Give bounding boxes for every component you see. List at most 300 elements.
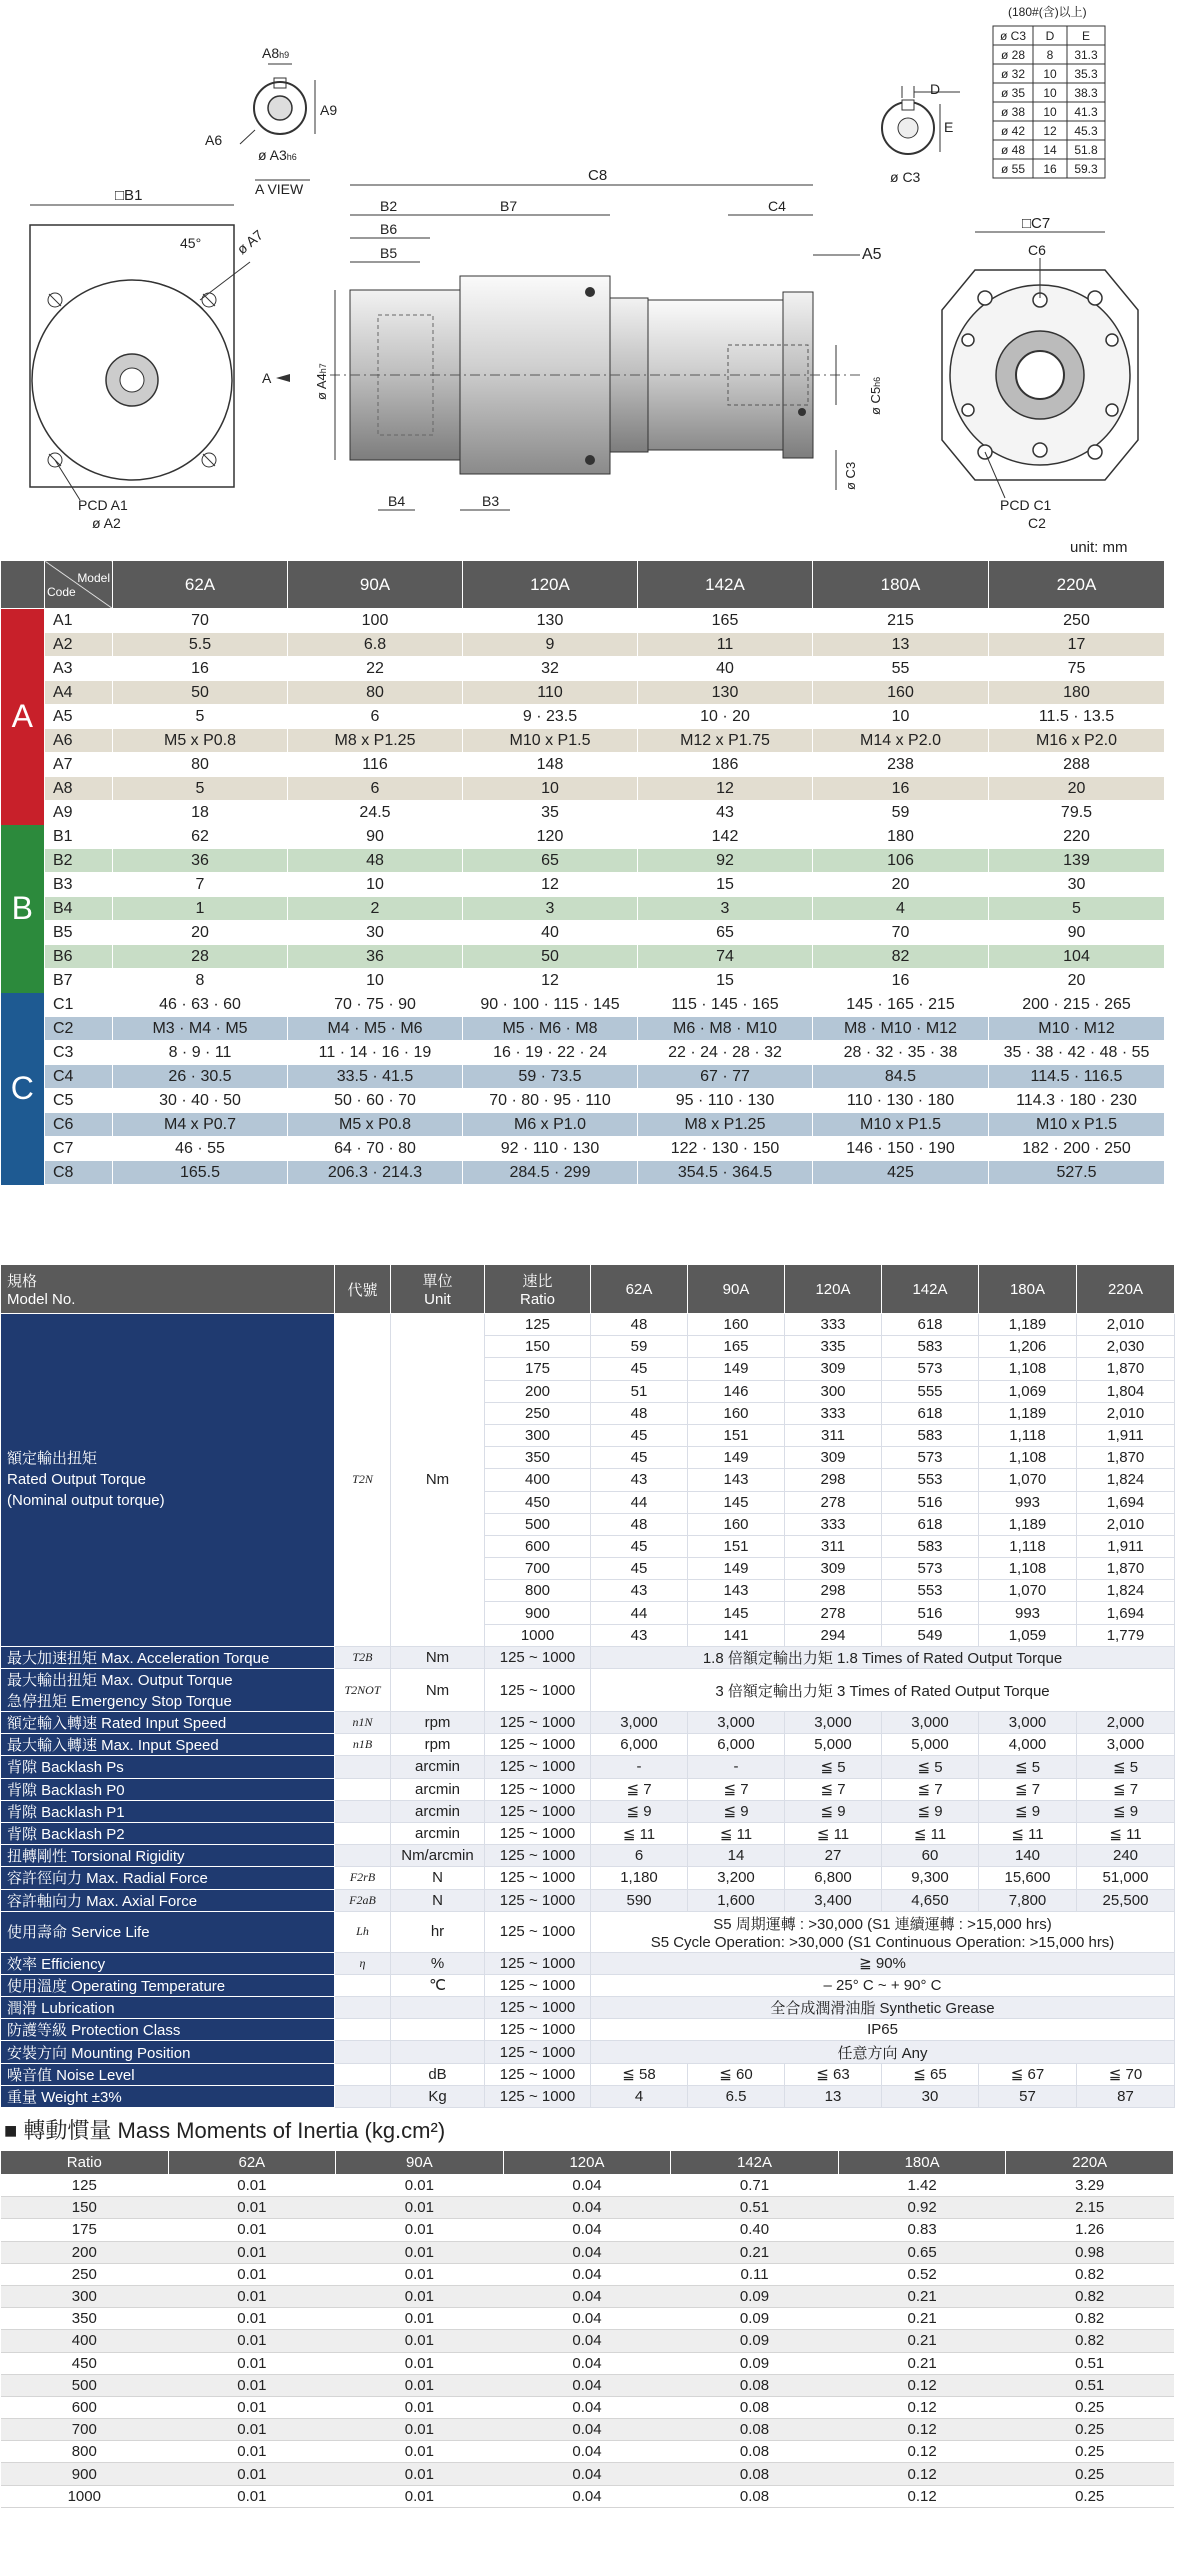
inertia-ratio: 200 (1, 2241, 169, 2263)
dim-value: 186 (638, 753, 813, 777)
c2-label: C2 (1028, 515, 1046, 531)
dim-value: 148 (463, 753, 638, 777)
spec-value: 5,000 (882, 1734, 979, 1756)
spec-unit: dB (391, 2063, 485, 2085)
spec-unit: Kg (391, 2085, 485, 2107)
torque-value: 309 (785, 1358, 882, 1380)
inertia-value: 0.12 (838, 2419, 1006, 2441)
dim-value: M6 x P1.0 (463, 1113, 638, 1137)
dim-model-header: 90A (288, 561, 463, 609)
inertia-ratio: 600 (1, 2396, 169, 2418)
dim-value: 8 (113, 969, 288, 993)
spec-value: 4 (591, 2085, 688, 2107)
spec-value: ≦ 5 (979, 1756, 1077, 1778)
dim-value: 139 (989, 849, 1165, 873)
unit-label: unit: mm (1070, 539, 1128, 556)
key-table-cell: ø 42 (1000, 124, 1026, 138)
inertia-title: ■ 轉動慣量 Mass Moments of Inertia (kg.cm²) (4, 2118, 446, 2143)
spec-value: 1,180 (591, 1867, 688, 1889)
dim-value: M6 · M8 · M10 (638, 1017, 813, 1041)
a6-label: A6 (205, 132, 223, 148)
dim-value: 12 (463, 873, 638, 897)
dim-value: 180 (989, 681, 1165, 705)
torque-value: 553 (882, 1469, 979, 1491)
inertia-value: 0.82 (1006, 2308, 1174, 2330)
dim-value: 11.5 · 13.5 (989, 705, 1165, 729)
dim-value: 16 (813, 969, 989, 993)
inertia-value: 0.01 (336, 2463, 504, 2485)
dim-value: 165 (638, 609, 813, 633)
spec-ratio: 125 ~ 1000 (485, 1822, 591, 1844)
a-arrow-label: A (262, 370, 272, 386)
dim-value: 527.5 (989, 1161, 1165, 1185)
dim-value: M5 · M6 · M8 (463, 1017, 638, 1041)
spec-name-line: 背隙 Backlash P1 (7, 1803, 125, 1821)
torque-value: 45 (591, 1558, 688, 1580)
b4-label: B4 (388, 493, 406, 509)
inertia-value: 0.21 (838, 2285, 1006, 2307)
dim-value: 43 (638, 801, 813, 825)
inertia-value: 0.01 (336, 2485, 504, 2507)
key-table-cell: 8 (1046, 48, 1054, 62)
torque-value: 48 (591, 1513, 688, 1535)
inertia-value: 0.25 (1006, 2396, 1174, 2418)
torque-value: 298 (785, 1469, 882, 1491)
dim-value: 10 (288, 969, 463, 993)
spec-name (1, 2063, 335, 2085)
inertia-value: 0.01 (168, 2308, 336, 2330)
inertia-value: 0.51 (1006, 2352, 1174, 2374)
dim-code: C8 (45, 1161, 113, 1185)
spec-value: ≦ 7 (1077, 1778, 1175, 1800)
dim-value: 5 (989, 897, 1165, 921)
flange-front-view (30, 187, 290, 531)
inertia-ratio: 400 (1, 2330, 169, 2352)
spec-symbol (335, 1822, 391, 1844)
dim-row (1, 1017, 1165, 1041)
dim-value: 30 · 40 · 50 (113, 1089, 288, 1113)
key-table-cell: 38.3 (1074, 86, 1098, 100)
torque-value: 1,206 (979, 1336, 1077, 1358)
dim-value: 116 (288, 753, 463, 777)
spec-span-value (591, 1952, 1175, 1974)
inertia-row (1, 2352, 1174, 2374)
inertia-value: 0.65 (838, 2241, 1006, 2263)
dim-value: 1 (113, 897, 288, 921)
spec-value: ≦ 7 (591, 1778, 688, 1800)
torque-value: 2,010 (1077, 1402, 1175, 1424)
dim-value: 50 (113, 681, 288, 705)
torque-value: 44 (591, 1491, 688, 1513)
dim-value: 65 (463, 849, 638, 873)
dim-code: A9 (45, 801, 113, 825)
spec-value: ≦ 9 (591, 1800, 688, 1822)
torque-value: 1,108 (979, 1358, 1077, 1380)
dim-value: 20 (989, 969, 1165, 993)
spec-ratio: 125 ~ 1000 (485, 1646, 591, 1668)
spec-symbol (335, 1756, 391, 1778)
torque-value: 165 (688, 1336, 785, 1358)
torque-value: 151 (688, 1535, 785, 1557)
torque-ratio: 1000 (485, 1624, 591, 1646)
dim-value: 16 (813, 777, 989, 801)
inertia-ratio: 500 (1, 2374, 169, 2396)
spec-unit: Nm (391, 1669, 485, 1712)
spec-value: 6.5 (688, 2085, 785, 2107)
inertia-value: 0.71 (671, 2175, 839, 2197)
spec-symbol: n1N (335, 1712, 391, 1734)
dim-value: 6 (288, 777, 463, 801)
torque-value: 309 (785, 1558, 882, 1580)
torque-value: 516 (882, 1602, 979, 1624)
dim-value: 114.5 · 116.5 (989, 1065, 1165, 1089)
spec-name-line: 容許軸向力 Max. Axial Force (7, 1892, 198, 1910)
dim-row (1, 969, 1165, 993)
inertia-value: 0.01 (168, 2419, 336, 2441)
spec-value: 30 (882, 2085, 979, 2107)
dim-value: 7 (113, 873, 288, 897)
inertia-value: 0.04 (503, 2396, 671, 2418)
spec-ratio: 125 ~ 1000 (485, 1669, 591, 1712)
dim-value: 5 (113, 705, 288, 729)
torque-value: 48 (591, 1402, 688, 1424)
inertia-value: 0.01 (168, 2241, 336, 2263)
spec-value: ≦ 11 (785, 1822, 882, 1844)
dim-value: 18 (113, 801, 288, 825)
b6-label: B6 (380, 221, 398, 237)
dim-value: 17 (989, 633, 1165, 657)
inertia-value: 0.01 (168, 2374, 336, 2396)
spec-value: 4,650 (882, 1889, 979, 1911)
dim-value: M4 x P0.7 (113, 1113, 288, 1137)
inertia-value: 0.01 (336, 2374, 504, 2396)
dim-value: 9 (463, 633, 638, 657)
dim-value: 122 · 130 · 150 (638, 1137, 813, 1161)
inertia-row (1, 2441, 1174, 2463)
torque-ratio: 450 (485, 1491, 591, 1513)
torque-value: 1,069 (979, 1380, 1077, 1402)
torque-value: 573 (882, 1358, 979, 1380)
spec-value: 3,000 (785, 1712, 882, 1734)
spec-value: ≦ 7 (688, 1778, 785, 1800)
dim-value: 36 (288, 945, 463, 969)
inertia-value: 0.98 (1006, 2241, 1174, 2263)
spec-value: 87 (1077, 2085, 1175, 2107)
torque-value: 333 (785, 1314, 882, 1336)
c4-label: C4 (768, 198, 786, 214)
inertia-value: 0.04 (503, 2219, 671, 2241)
inertia-value: 0.01 (336, 2308, 504, 2330)
dim-value: 22 (288, 657, 463, 681)
spec-value: 51,000 (1077, 1867, 1175, 1889)
torque-value: 145 (688, 1602, 785, 1624)
inertia-value: 0.08 (671, 2419, 839, 2441)
spec-unit: arcmin (391, 1800, 485, 1822)
torque-value: 549 (882, 1624, 979, 1646)
dim-value: 142 (638, 825, 813, 849)
spec-model-header: 62A (591, 1265, 688, 1314)
b5-label: B5 (380, 245, 398, 261)
spec-span-value (591, 2019, 1175, 2041)
spec-span-line: 1.8 倍額定輸出力矩 1.8 Times of Rated Output Torque (702, 1649, 1063, 1667)
spec-value: ≦ 5 (882, 1756, 979, 1778)
torque-value: 151 (688, 1424, 785, 1446)
spec-ratio: 125 ~ 1000 (485, 1952, 591, 1974)
dim-value: 130 (638, 681, 813, 705)
key-table-cell: 41.3 (1074, 105, 1098, 119)
spec-unit: % (391, 1952, 485, 1974)
torque-value: 516 (882, 1491, 979, 1513)
inertia-value: 0.04 (503, 2330, 671, 2352)
dim-value: 22 · 24 · 28 · 32 (638, 1041, 813, 1065)
angle-label: 45° (180, 235, 202, 251)
spec-value: 15,600 (979, 1867, 1077, 1889)
spec-name-line: 防護等級 Protection Class (7, 2022, 181, 2040)
dim-code: A3 (45, 657, 113, 681)
spec-name-line: 最大輸出扭矩 Max. Output Torque (7, 1672, 233, 1689)
spec-name (1, 1822, 335, 1844)
spec-symbol: T2B (335, 1646, 391, 1668)
dim-value: 65 (638, 921, 813, 945)
dim-value: 238 (813, 753, 989, 777)
gearbox-drawing-svg (0, 0, 1178, 560)
code-header-label: Code (47, 584, 76, 599)
spec-name (1, 2019, 335, 2041)
spec-row (1, 2041, 1175, 2063)
spec-row (1, 1756, 1175, 1778)
torque-value: 59 (591, 1336, 688, 1358)
spec-row (1, 1997, 1175, 2019)
dim-row (1, 873, 1165, 897)
dim-code: C7 (45, 1137, 113, 1161)
inertia-value: 0.09 (671, 2352, 839, 2374)
inertia-table (0, 2150, 1174, 2508)
inertia-value: 0.21 (838, 2352, 1006, 2374)
a7-label: ø A7 (233, 226, 266, 258)
model-code-header (45, 561, 113, 609)
spec-symbol (335, 2063, 391, 2085)
spec-value: ≦ 5 (785, 1756, 882, 1778)
torque-value: 45 (591, 1424, 688, 1446)
torque-value: 335 (785, 1336, 882, 1358)
torque-value: 2,010 (1077, 1314, 1175, 1336)
spec-name-line: 背隙 Backlash P2 (7, 1826, 125, 1844)
spec-value: 25,500 (1077, 1889, 1175, 1911)
spec-name-line: 額定輸入轉速 Rated Input Speed (7, 1715, 227, 1733)
torque-value: 1,804 (1077, 1380, 1175, 1402)
dim-value: 284.5 · 299 (463, 1161, 638, 1185)
inertia-value: 0.01 (336, 2441, 504, 2463)
inertia-value: 0.01 (168, 2219, 336, 2241)
torque-value: 573 (882, 1447, 979, 1469)
spec-model-header: 120A (785, 1265, 882, 1314)
dim-code: B3 (45, 873, 113, 897)
dim-value: 50 · 60 · 70 (288, 1089, 463, 1113)
dim-value: 12 (463, 969, 638, 993)
key-table-cell: 10 (1043, 86, 1057, 100)
spec-name-line: 急停扭矩 Emergency Stop Torque (7, 1693, 232, 1710)
inertia-row (1, 2197, 1174, 2219)
dim-code: A2 (45, 633, 113, 657)
inertia-model-header: 120A (503, 2151, 671, 2175)
inertia-value: 0.04 (503, 2374, 671, 2396)
dim-row (1, 993, 1165, 1017)
torque-value: 993 (979, 1602, 1077, 1624)
dim-value: 220 (989, 825, 1165, 849)
dim-row (1, 753, 1165, 777)
inertia-value: 0.51 (1006, 2374, 1174, 2396)
dim-code: C2 (45, 1017, 113, 1041)
dim-value: M5 x P0.8 (113, 729, 288, 753)
spec-ratio: 125 ~ 1000 (485, 1845, 591, 1867)
spec-name-line: 使用溫度 Operating Temperature (7, 1977, 226, 1995)
spec-name-line: 噪音值 Noise Level (7, 2066, 135, 2084)
c8-label: C8 (588, 167, 608, 184)
spec-name (1, 1646, 335, 1668)
torque-ratio: 700 (485, 1558, 591, 1580)
inertia-value: 0.12 (838, 2374, 1006, 2396)
spec-value: 13 (785, 2085, 882, 2107)
torque-value: 618 (882, 1513, 979, 1535)
inertia-value: 0.04 (503, 2197, 671, 2219)
pcd-a1-label: PCD A1 (78, 497, 128, 513)
spec-row (1, 2019, 1175, 2041)
dim-value: 110 (463, 681, 638, 705)
dim-row (1, 1113, 1165, 1137)
spec-row (1, 1911, 1175, 1952)
inertia-value: 2.15 (1006, 2197, 1174, 2219)
spec-value: 4,000 (979, 1734, 1077, 1756)
inertia-value: 0.01 (336, 2241, 504, 2263)
spec-name-line: 最大輸入轉速 Max. Input Speed (7, 1737, 219, 1755)
dim-value: 206.3 · 214.3 (288, 1161, 463, 1185)
torque-symbol: T2N (335, 1314, 391, 1647)
spec-row (1, 1822, 1175, 1844)
torque-value: 1,189 (979, 1513, 1077, 1535)
spec-row (1, 1800, 1175, 1822)
a9-label: A9 (320, 102, 338, 118)
torque-value: 149 (688, 1558, 785, 1580)
keyed-shaft-view (882, 81, 960, 185)
spec-value: 27 (785, 1845, 882, 1867)
torque-ratio: 125 (485, 1314, 591, 1336)
inertia-value: 0.01 (336, 2197, 504, 2219)
a-view (205, 45, 337, 197)
inertia-value: 0.04 (503, 2441, 671, 2463)
dim-value: 46 · 63 · 60 (113, 993, 288, 1017)
inertia-value: 0.21 (838, 2308, 1006, 2330)
spec-value: ≦ 11 (979, 1822, 1077, 1844)
dim-value: 10 (813, 705, 989, 729)
spec-ratio: 125 ~ 1000 (485, 1997, 591, 2019)
spec-value: ≦ 9 (785, 1800, 882, 1822)
spec-ratio: 125 ~ 1000 (485, 1867, 591, 1889)
dim-value: 10 (288, 873, 463, 897)
spec-value: ≦ 58 (591, 2063, 688, 2085)
dim-value: 16 · 19 · 22 · 24 (463, 1041, 638, 1065)
dim-value: M10 · M12 (989, 1017, 1165, 1041)
c3-small-label: ø C3 (890, 169, 921, 185)
torque-value: 149 (688, 1447, 785, 1469)
spec-symbol (335, 1974, 391, 1996)
dim-value: 16 (113, 657, 288, 681)
rated-torque-name-line: Rated Output Torque (7, 1471, 146, 1489)
b1-label: □B1 (115, 187, 143, 204)
spec-name (1, 1997, 335, 2019)
spec-unit: arcmin (391, 1822, 485, 1844)
spec-name (1, 1911, 335, 1952)
torque-value: 294 (785, 1624, 882, 1646)
inertia-model-header: 90A (336, 2151, 504, 2175)
torque-value: 618 (882, 1314, 979, 1336)
key-table-cell: 59.3 (1074, 162, 1098, 176)
dim-code: C5 (45, 1089, 113, 1113)
spec-ratio: 125 ~ 1000 (485, 1911, 591, 1952)
inertia-value: 0.09 (671, 2330, 839, 2352)
dim-value: 106 (813, 849, 989, 873)
spec-value: 3,400 (785, 1889, 882, 1911)
spec-symbol (335, 1800, 391, 1822)
key-table-header: E (1081, 29, 1091, 43)
spec-span-line: ≧ 90% (859, 1955, 906, 1973)
spec-unit (391, 1997, 485, 2019)
spec-name (1, 1952, 335, 1974)
spec-name-line: 背隙 Backlash Ps (7, 1759, 124, 1777)
spec-value: 6 (591, 1845, 688, 1867)
dim-value: 6.8 (288, 633, 463, 657)
d-label: D (930, 81, 941, 97)
inertia-value: 0.04 (503, 2352, 671, 2374)
spec-span-line: S5 Cycle Operation: >30,000 (S1 Continuous Operation: >15,000 hrs) (650, 1933, 1115, 1951)
spec-unit: arcmin (391, 1756, 485, 1778)
dim-value: 200 · 215 · 265 (989, 993, 1165, 1017)
spec-row (1, 1974, 1175, 1996)
inertia-ratio: 250 (1, 2263, 169, 2285)
dim-code: A4 (45, 681, 113, 705)
dim-value: 40 (463, 921, 638, 945)
dim-value: 11 · 14 · 16 · 19 (288, 1041, 463, 1065)
spec-value: - (688, 1756, 785, 1778)
spec-value: ≦ 9 (979, 1800, 1077, 1822)
dim-value: 55 (813, 657, 989, 681)
dim-value: 36 (113, 849, 288, 873)
dim-value: 40 (638, 657, 813, 681)
dim-value: 62 (113, 825, 288, 849)
spec-name-line: 背隙 Backlash P0 (7, 1781, 125, 1799)
inertia-value: 0.01 (168, 2285, 336, 2307)
dim-value: 75 (989, 657, 1165, 681)
torque-value: 1,694 (1077, 1602, 1175, 1624)
inertia-value: 0.04 (503, 2419, 671, 2441)
inertia-row (1, 2241, 1174, 2263)
torque-value: 143 (688, 1580, 785, 1602)
spec-ratio: 125 ~ 1000 (485, 1974, 591, 1996)
torque-value: 1,779 (1077, 1624, 1175, 1646)
spec-symbol: F2rB (335, 1867, 391, 1889)
dim-code: B6 (45, 945, 113, 969)
torque-value: 1,694 (1077, 1491, 1175, 1513)
spec-unit: Nm (391, 1646, 485, 1668)
inertia-table-section (0, 2150, 1178, 2508)
dim-value: 48 (288, 849, 463, 873)
inertia-row (1, 2263, 1174, 2285)
inertia-value: 0.01 (168, 2352, 336, 2374)
spec-value: 14 (688, 1845, 785, 1867)
c5-label: ø C5h6 (868, 376, 883, 415)
inertia-ratio: 175 (1, 2219, 169, 2241)
inertia-value: 1.42 (838, 2175, 1006, 2197)
dim-code: C6 (45, 1113, 113, 1137)
